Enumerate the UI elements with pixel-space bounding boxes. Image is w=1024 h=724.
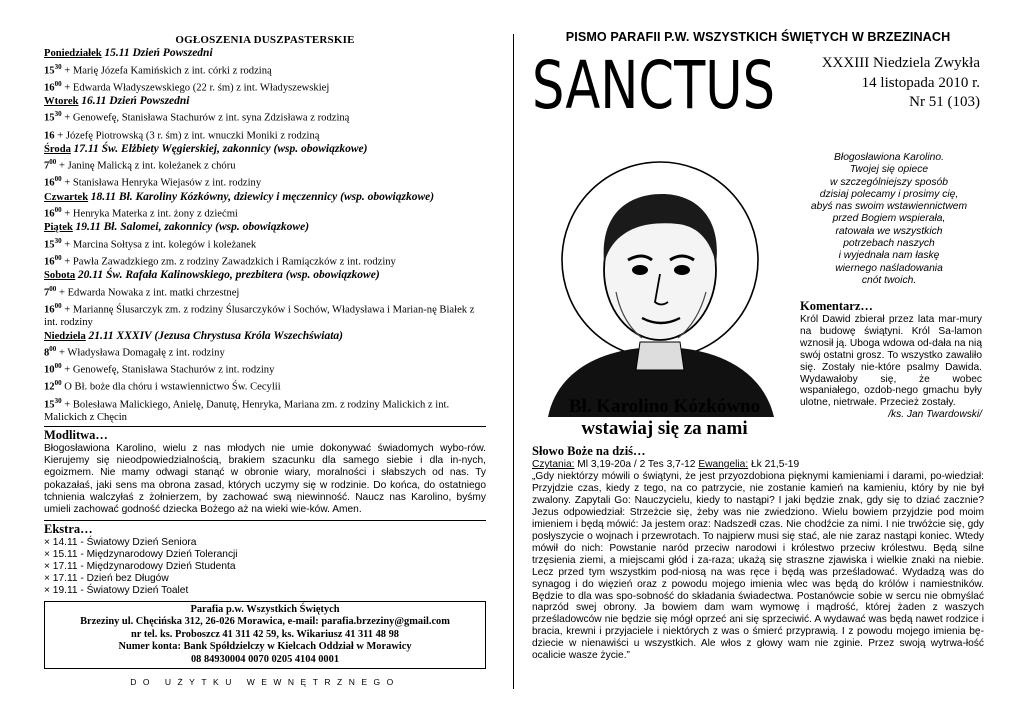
day-feast: 15.11 Dzień Powszedni [104,47,213,59]
mass-time-minute: 30 [54,396,62,405]
mass-intention [44,283,486,300]
contact-line: 08 84930004 0070 0205 4104 0001 [190,653,340,665]
mass-time-minute: 30 [54,62,62,71]
ekstra-item: × 19.11 - Światowy Dzień Toalet [44,584,189,596]
quote-line: wiernego naśladowania [835,262,943,274]
quote-line: Twojej się opiece [849,164,929,176]
mass-intention [44,252,486,269]
mass-time-minute: 00 [54,379,62,388]
issue-date: 14 listopada 2010 r. [861,74,980,91]
mass-intention [44,126,486,143]
mass-time-hour: 15 [44,239,55,251]
mass-time-minute: 00 [49,158,57,167]
page-divider [513,34,514,689]
day-heading [44,47,486,61]
mass-time-hour: 16 [44,208,55,220]
ekstra-item: × 15.11 - Międzynarodowy Dzień Tolerancji [44,548,238,560]
contact-line: Brzeziny ul. Chęcińska 312, 26-026 Morawica, e-mail: parafia.brzeziny@gmail.com [80,616,450,628]
mass-text: + Mariannę Ślusarczyk zm. z rodziny Ślusarczyków i Sochów, Władysława i Marian-nę Białek z int. rodziny [44,304,475,328]
day-name: Niedziela [44,330,86,342]
announcements-list [44,47,486,424]
mass-time-minute: 30 [54,110,62,119]
mass-intention [44,61,486,78]
readings-label: Czytania: [532,459,575,470]
day-heading [44,330,486,344]
day-name: Wtorek [44,95,79,107]
day-name: Poniedziałek [44,48,102,59]
mass-time-hour: 16 [44,256,55,268]
mass-time-hour: 16 [44,130,55,142]
day-name: Czwartek [44,191,89,203]
quote-line: i wyjednała nam łaskę [838,250,940,262]
portrait-image [538,142,783,417]
issue-number: Nr 51 (103) [909,94,980,110]
day-feast: 18.11 Bł. Karoliny Kózkówny, dziewicy i męczennicy (wsp. obowiązkowe) [90,190,435,203]
komentarz-section [800,298,982,421]
mass-intention [44,156,486,173]
mass-intention [44,78,486,95]
mass-intention [44,235,486,252]
mass-time-hour: 15 [44,112,55,124]
mass-time-hour: 12 [44,381,55,393]
readings-line [532,459,984,471]
komentarz-text: Król Dawid zbierał przez lata mar-mury na budowę świątyni. Król Sa-lamon wznosił ją. Uboga wdowa od-dała na nią swój ostatni grosz. To wszystko zawaliło się. Zostały nie-które psalmy Dawida. Wydawałoby się, że wobec wspaniałego, ozdob-nego gmachu były ulotne, nietrwałe. Przecież zostały. [800,314,982,409]
masthead [532,47,984,124]
mass-time-hour: 16 [44,177,55,189]
day-name: Sobota [44,270,76,282]
quote-line: abyś nas swoim wstawiennictwem [810,201,968,213]
mass-text: + Marię Józefa Kamińskich z int. córki z rodziną [61,65,272,77]
quote-line: cnót twoich. [861,274,917,286]
gospel-text: „Gdy niektórzy mówili o świątyni, że jest przyozdobiona pięknymi kamieniami i darami, po-wiedział: Przyjdzie czas, kiedy z tego, na co patrzycie, nie zostanie kamień na kamieniu, który by nie był zwalony. Zapytali Go: Nauczycielu, kiedy to nastąpi? I jaki będzie znak, gdy się to dziać zacznie? Jezus odpowiedział: Strzeżcie się, żeby was nie zwiedziono. Wielu bowiem przyjdzie pod moim imieniem i będą mówić: Ja jestem oraz: Nadszedł czas. Nie chodźcie za nimi. I nie trwóżcie się, gdy posłyszycie o wojnach i przewrotach. To najpierw musi się stać, ale nie zaraz nastąpi koniec. Wtedy mówił do nich: Powstanie naród przeciw narodowi i królestwo przeciw królestwu. Będą silne trzęsienia ziemi, a miejscami głód i za-raza; ukażą się straszne zjawiska i wielkie znaki na niebie. Lecz przed tym wszystkim pod-niosą na was ręce i będą was prześladować. Wydadzą was do synagog i do więzień oraz z powodu mojego imienia wlec was będą do królów i namiestników. Będzie to dla was spo-sobność do składania świadectwa. Postanówcie sobie w sercu nie obmyślać naprzód swej obrony. Ja bowiem dam wam wymowę i mądrość, której żaden z waszych prześladowców nie będzie się mógł oprzeć ani się sprzeciwić. A wydawać was będą nawet rodzice i bracia, krewni i przyjaciele i niektórych z was o śmierć przyprawią. I z powodu mojego imienia bę-dziecie w nienawiści u wszystkich. Ale włos z głowy wam nie zginie. Przez swoją wytrwa-łość ocalicie wasze życie.” [532,471,984,662]
day-heading [44,221,486,235]
contact-line: nr tel. ks. Proboszcz 41 311 42 59, ks. Wikariusz 41 311 48 98 [131,628,399,640]
mass-time-hour: 10 [44,364,55,376]
quote-line: potrzebach naszych [843,238,935,250]
mass-text: + Władysława Domagałę z int. rodziny [56,347,225,359]
day-feast: 19.11 Bł. Salomei, zakonnicy (wsp. obowiązkowe) [75,221,310,234]
ekstra-list [44,537,486,597]
mass-intention [44,377,486,394]
prayer-quote [794,152,984,287]
mass-intention [44,108,486,125]
mass-time-minute: 00 [54,362,62,371]
contact-box [44,601,486,670]
mass-text: + Henryka Materka z int. żony z dziećmi [61,208,238,220]
quote-line: ratowała we wszystkich [835,225,943,237]
day-heading [44,143,486,157]
mass-text: + Stanisława Henryka Wiejasów z int. rodziny [61,177,262,189]
mass-time-minute: 00 [54,79,62,88]
mass-time-hour: 16 [44,304,55,316]
day-heading [44,269,486,283]
modlitwa-heading: Modlitwa… [44,428,108,443]
day-feast: 17.11 Św. Elżbiety Węgierskiej, zakonnicy (wsp. obowiązkowe) [73,142,368,155]
mass-text: + Janinę Malicką z int. koleżanek z chóru [56,160,236,172]
mass-time-minute: 00 [54,253,62,262]
gospel-label: Ewangelia: [698,459,749,470]
contact-line: Parafia p.w. Wszystkich Świętych [190,603,340,615]
sanctus-logo [532,47,777,124]
word-of-god-section [532,443,984,662]
mass-text: + Pawła Zawadzkiego zm. z rodziny Zawadzkich i Ramiączków z int. rodziny [61,256,396,268]
readings-refs: Ml 3,19-20a / 2 Tes 3,7-12 [574,459,699,470]
mass-time-hour: 7 [44,287,50,299]
mass-text: O Bł. boże dla chóru i wstawiennictwo Św. Cecylii [61,381,281,393]
issue-info [822,54,980,113]
quote-line: Błogosławiona Karolino. [834,152,944,163]
svg-text:SANCTUS: SANCTUS [532,47,775,124]
mass-time-minute: 00 [54,175,62,184]
section-divider [44,520,486,521]
quote-line: w szczególniejszy sposób [830,176,948,188]
mass-time-minute: 00 [54,206,62,215]
mass-text: + Genowefę, Stanisława Stachurów z int. syna Zdzisława z rodziną [61,112,350,124]
mass-text: + Edwarda Władyszewskiego (22 r. śm) z int. Władyszewskiej [61,82,330,94]
mass-time-minute: 30 [54,236,62,245]
ekstra-item: × 14.11 - Światowy Dzień Seniora [44,536,197,548]
left-page [44,34,486,687]
mass-time-minute: 00 [54,301,62,310]
mass-intention [44,300,486,330]
mass-text: + Bolesława Malickiego, Anielę, Danutę, Henryka, Mariana zm. z rodziny Malickich z int. Malickich z Chęcin [44,399,450,423]
mass-text: + Edwarda Nowaka z int. matki chrzestnej [56,287,240,299]
internal-use-note: DO UŻYTKU WEWNĘTRZNEGO [130,677,400,688]
mass-intention [44,173,486,190]
mass-text: + Marcina Sołtysa z int. kolegów i koleżanek [61,239,257,251]
day-name: Środa [44,143,71,155]
blessed-name-line: Bł. Karolino Kózkówno [568,396,761,417]
gospel-ref: Łk 21,5-19 [748,459,800,470]
mass-time-hour: 8 [44,347,50,359]
mass-intention [44,343,486,360]
mass-text: + Genowefę, Stanisława Stachurów z int. rodziny [61,364,275,376]
mass-time-minute: 00 [49,345,57,354]
section-divider [44,426,486,427]
day-feast: 20.11 Św. Rafała Kalinowskiego, prezbitera (wsp. obowiązkowe) [77,269,380,282]
quote-line: przed Bogiem wspierała, [832,213,946,225]
komentarz-author: /ks. Jan Twardowski/ [888,409,982,421]
ekstra-item: × 17.11 - Dzień bez Długów [44,572,169,584]
mass-time-hour: 15 [44,65,55,77]
mass-intention [44,204,486,221]
mass-intention [44,360,486,377]
right-page [532,30,984,710]
modlitwa-text: Błogosławiona Karolino, wielu z nas młodych nie umie dokonywać świadomych wybo-rów. Kierujemy się nieodpowiedzialnością, brakiem szacunku dla samego siebie i dla in-nych, egoizmem. Nie mamy odwagi stanąć w obronie wiary, moralności i słabszych od nas. Ty pokazałaś, jaki sens ma obrona zasad, których uczymy się w rodzinie. Do końca, do ostatniego tchnienia walczyłaś z żołnierzem, by zachować swą niewinność. Naucz nas Karolino, byśmy umieli zachować godność dziecka Bożego aż na wieki wie-ków. Amen. [44,443,486,515]
blessed-name-line: wstawiaj się za nami [581,418,748,439]
issue-sunday: XXXIII Niedziela Zwykła [821,55,980,71]
contact-line: Numer konta: Bank Spółdzielczy w Kielcach Oddział w Morawicy [118,641,412,653]
blessed-invocation [532,396,797,440]
day-name: Piątek [44,222,73,234]
announcements-title: OGŁOSZENIA DUSZPASTERSKIE [175,34,355,46]
mass-time-hour: 15 [44,399,55,411]
mass-time-hour: 16 [44,82,55,94]
mass-intention [44,395,486,425]
ekstra-item: × 17.11 - Międzynarodowy Dzień Studenta [44,560,236,572]
day-feast: 16.11 Dzień Powszedni [81,94,190,107]
parish-header: PISMO PARAFII P.W. WSZYSTKICH ŚWIĘTYCH W BRZEZINACH [565,30,951,44]
mass-text: + Józefę Piotrowską (3 r. śm) z int. wnuczki Moniki z rodziną [54,130,320,142]
komentarz-heading: Komentarz… [800,299,873,313]
quote-line: dzisiaj polecamy i prosimy cię, [819,188,959,200]
day-feast: 21.11 XXXIV (Jezusa Chrystusa Króla Wszechświata) [88,329,343,342]
mass-time-hour: 7 [44,160,50,172]
day-heading [44,95,486,109]
ekstra-heading: Ekstra… [44,521,93,536]
mass-time-minute: 00 [49,284,57,293]
slowo-heading: Słowo Boże na dziś… [532,444,646,458]
day-heading [44,191,486,205]
